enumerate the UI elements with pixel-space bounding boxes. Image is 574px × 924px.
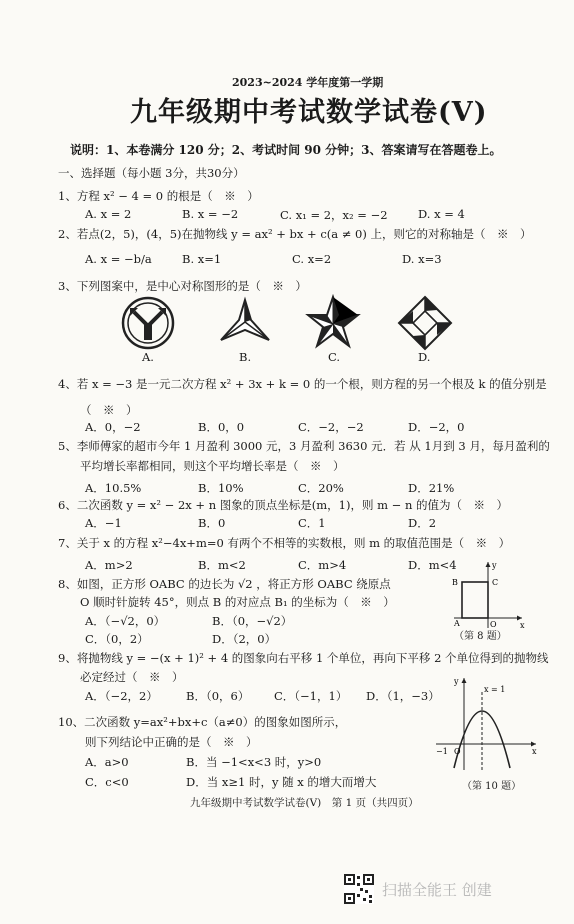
option-c: C．1: [298, 516, 326, 530]
figure-label-a: A.: [142, 350, 154, 364]
question-stem: 2、若点(2，5)，(4，5)在抛物线 y = ax² + bx + c(a ≠ 0) 上，则它的对称轴是（ ※ ）: [58, 227, 532, 241]
school-year: 2023~2024 学年度第一学期: [232, 76, 384, 89]
option-a: A．m>2: [85, 558, 133, 572]
option-b: B．m<2: [198, 558, 246, 572]
option-a: A. x = −b/a: [85, 252, 152, 266]
option-a: A．−1: [85, 516, 122, 530]
page-footer: 九年级期中考试数学试卷(V) 第 1 页（共四页）: [190, 797, 419, 809]
option-d: D．（2，0）: [212, 632, 277, 646]
option-b: B．（0，−√2）: [212, 614, 293, 628]
figure-d-icon: [396, 294, 454, 352]
fig8-label-y: y: [492, 561, 497, 570]
fig8-label-a: A: [454, 619, 460, 628]
exam-instructions: 说明：1、本卷满分 120 分；2、考试时间 90 分钟；3、答案请写在答题卷上。: [70, 143, 502, 157]
option-b: B．（0，6）: [186, 689, 250, 703]
option-b: B．0: [198, 516, 226, 530]
figure-c-icon: [304, 294, 362, 350]
option-a: A．（−√2，0）: [85, 614, 166, 628]
qr-code-icon: [344, 874, 374, 904]
figure-label-d: D.: [418, 350, 431, 364]
option-a: A．a>0: [85, 755, 129, 769]
figure-label-b: B.: [239, 350, 252, 364]
option-c: C. x₁ = 2，x₂ = −2: [280, 208, 388, 222]
option-d: D. x = 4: [418, 207, 465, 221]
option-c: C. x=2: [292, 252, 332, 266]
option-c: C．20%: [298, 481, 344, 495]
section-heading: 一、选择题（每小题 3分，共30分）: [58, 166, 245, 180]
question-stem: 7、关于 x 的方程 x²−4x+m=0 有两个不相等的实数根，则 m 的取值范围是（ ※ ）: [58, 536, 511, 550]
option-b: B．当 −1<x<3 时，y>0: [186, 755, 322, 769]
figure-a-icon: [118, 296, 182, 352]
question-stem: 9、将抛物线 y = −(x + 1)² + 4 的图象向右平移 1 个单位，再向下平移 2 个单位得到的抛物线: [58, 651, 549, 665]
fig10-label-neg1: −1: [436, 747, 448, 756]
option-a: A. x = 2: [85, 207, 132, 221]
option-d: D．当 x≥1 时，y 随 x 的增大而增大: [186, 775, 377, 789]
fig10-label-y: y: [454, 677, 459, 686]
fig8-label-o: O: [490, 620, 497, 629]
exam-title: 九年级期中考试数学试卷(V): [130, 97, 488, 128]
figure-10-diagram: [432, 674, 542, 774]
question-stem-continued: O 顺时针旋转 45°，则点 B 的对应点 B₁ 的坐标为（ ※ ）: [80, 595, 395, 609]
question-stem-continued: 则下列结论中正确的是（ ※ ）: [85, 735, 258, 749]
question-stem: 1、方程 x² − 4 = 0 的根是（ ※ ）: [58, 189, 259, 203]
figure-b-icon: [215, 296, 275, 350]
fig10-label-o: O: [454, 747, 461, 756]
fig8-label-x: x: [520, 621, 525, 630]
figure-8-caption: （第 8 题）: [454, 631, 507, 642]
question-stem: 4、若 x = −3 是一元二次方程 x² + 3x + k = 0 的一个根，则方程的另一个根及 k 的值分别是: [58, 377, 547, 391]
question-stem-continued: 必定经过（ ※ ）: [80, 670, 184, 684]
option-b: B. x = −2: [182, 207, 239, 221]
scanner-watermark: 扫描全能王 创建: [382, 881, 492, 899]
option-a: A．（−2，2）: [85, 689, 158, 703]
option-a: A．10.5%: [85, 481, 142, 495]
option-c: C．c<0: [85, 775, 129, 789]
option-c: C．（−1，1）: [274, 689, 348, 703]
option-d: D．m<4: [408, 558, 457, 572]
option-b: B．10%: [198, 481, 244, 495]
option-d: D．21%: [408, 481, 455, 495]
option-c: C．−2，−2: [298, 420, 364, 434]
option-c: C．m>4: [298, 558, 347, 572]
question-stem: 10、二次函数 y=ax²+bx+c（a≠0）的图象如图所示，: [58, 715, 347, 729]
option-b: B. x=1: [182, 252, 222, 266]
question-stem: 8、如图，正方形 OABC 的边长为 √2 ，将正方形 OABC 绕原点: [58, 577, 391, 591]
question-stem: 5、李师傅家的超市今年 1 月盈利 3000 元，3 月盈利 3630 元．若 从 1月到 3 月，每月盈利的: [58, 439, 550, 453]
option-d: D．2: [408, 516, 437, 530]
fig10-label-x: x: [532, 747, 537, 756]
figure-8-diagram: [448, 560, 528, 632]
fig8-label-c: C: [492, 578, 499, 587]
question-stem-continued: （ ※ ）: [80, 403, 138, 417]
option-d: D. x=3: [402, 252, 442, 266]
fig8-label-b: B: [452, 578, 458, 587]
option-d: D．−2，0: [408, 420, 465, 434]
option-d: D．（1，−3）: [366, 689, 440, 703]
question-stem: 3、下列图案中，是中心对称图形的是（ ※ ）: [58, 279, 307, 293]
figure-10-caption: （第 10 题）: [462, 781, 522, 792]
option-a: A．0，−2: [85, 420, 141, 434]
fig10-axis-label: x = 1: [484, 685, 506, 694]
option-b: B．0，0: [198, 420, 245, 434]
question-stem-continued: 平均增长率都相同，则这个平均增长率是（ ※ ）: [80, 459, 345, 473]
question-stem: 6、二次函数 y = x² − 2x + n 图象的顶点坐标是(m，1)，则 m − n 的值为（ ※ ）: [58, 498, 509, 512]
figure-label-c: C.: [328, 350, 341, 364]
option-c: C．（0，2）: [85, 632, 149, 646]
